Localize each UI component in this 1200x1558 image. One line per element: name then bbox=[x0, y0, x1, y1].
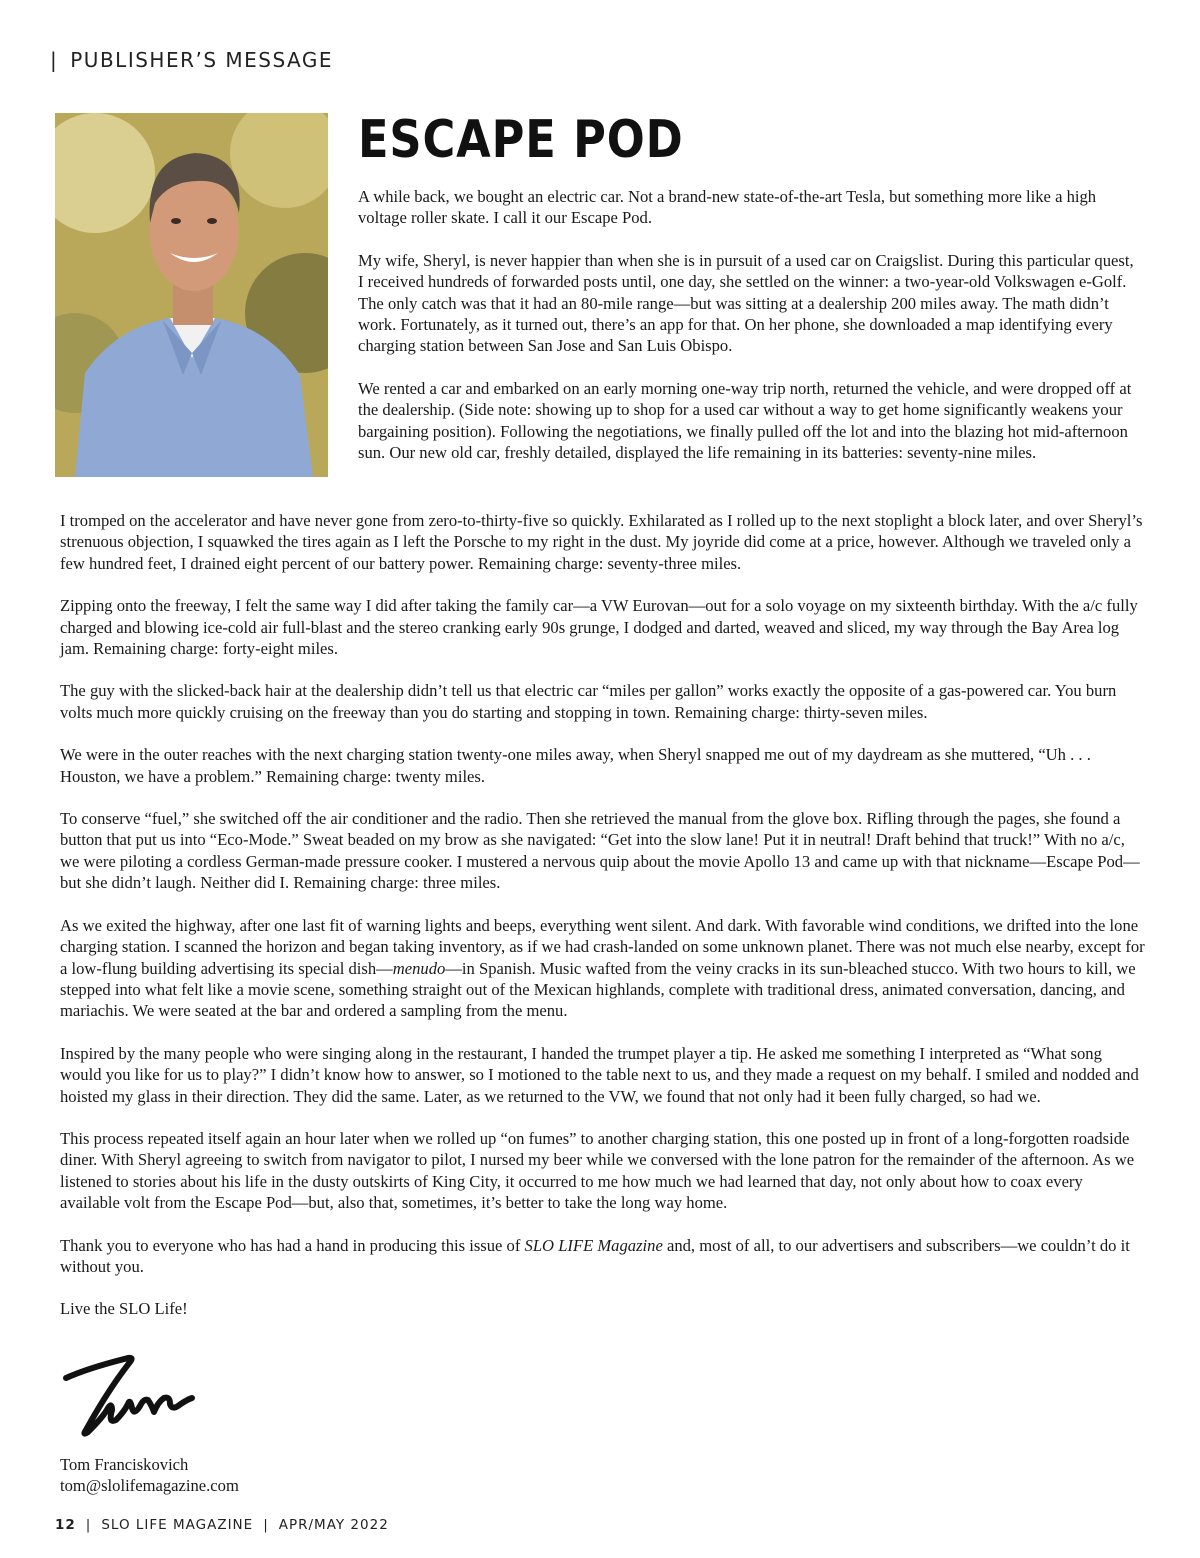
text-run: —in Spanish. Music wafted from the veiny cracks in its sun-bleached stucco. With two hours to kill, we stepped into what felt like a movie scene, something straight out of the Mexican highlands, complete with traditional dress, animated conversation, dancing, and mariachis. We were seated at the bar and ordered a sampling from the menu. bbox=[60, 958, 1136, 1021]
text-run: and, most of all, to our advertisers and subscribers—we couldn’t do it without you. bbox=[60, 1235, 1130, 1276]
italic-magazine-name: SLO LIFE Magazine bbox=[524, 1235, 663, 1255]
paragraph: Zipping onto the freeway, I felt the same way I did after taking the family car—a VW Eurovan—out for a solo voyage on my sixteenth birthday. With the a/c fully charged and blowing ice-cold air full-blast and the stereo cranking early 90s grunge, I dodged and darted, weaved and sliced, my way through the Bay Area log jam. Remaining charge: forty-eight miles. bbox=[60, 596, 1138, 659]
section-divider: | bbox=[50, 48, 59, 72]
paragraph bbox=[60, 1235, 1145, 1278]
paragraph: My wife, Sheryl, is never happier than when she is in pursuit of a used car on Craigslist. During this particular quest, I received hundreds of forwarded posts until, one day, she settled on the winner: a two-year-old Volkswagen e-Golf. The only catch was that it had an 80-mile range—but was sitting at a dealership 200 miles away. The math didn’t work. Fortunately, as it turned out, there’s an app for that. On her phone, she downloaded a map identifying every charging station between San Jose and San Luis Obispo. bbox=[358, 250, 1134, 356]
section-label bbox=[50, 48, 333, 72]
article-title: ESCAPE POD bbox=[358, 110, 684, 170]
paragraph bbox=[60, 915, 1145, 1022]
closing-line: Live the SLO Life! bbox=[60, 1299, 188, 1319]
text-run: As we exited the highway, after one last fit of warning lights and beeps, everything went silent. And dark. With favorable wind conditions, we drifted into the lone charging station. I scanned the horizon and began taking inventory, as if we had crash-landed on some unknown planet. There was not much else nearby, except for a low-flung building advertising its special dish— bbox=[60, 915, 1145, 978]
paragraph: This process repeated itself again an hour later when we rolled up “on fumes” to another charging station, this one posted up in front of a long-forgotten roadside diner. With Sheryl agreeing to switch from navigator to pilot, I nursed my beer while we conversed with the lone patron for the remainder of the afternoon. As we listened to stories about his life in the dusty outskirts of King City, it occurred to me how much we had learned that day, not only about how to coax every available volt from the Escape Pod—but, also that, sometimes, it’s better to take the long way home. bbox=[60, 1128, 1135, 1213]
text-run: Thank you to everyone who has had a hand in producing this issue of bbox=[60, 1235, 525, 1255]
footer-divider: | bbox=[85, 1517, 92, 1533]
paragraph: We were in the outer reaches with the next charging station twenty-one miles away, when Sheryl snapped me out of my daydream as she muttered, “Uh . . . Houston, we have a problem.” Remaining charge: twenty miles. bbox=[60, 745, 1091, 786]
intro-text bbox=[358, 186, 1143, 484]
magazine-name: SLO LIFE MAGAZINE bbox=[101, 1517, 254, 1533]
page-footer bbox=[55, 1517, 389, 1533]
paragraph: We rented a car and embarked on an early morning one-way trip north, returned the vehicle, and were dropped off at the dealership. (Side note: showing up to shop for a used car without a way to get home significantly weakens your bargaining position). Following the negotiations, we finally pulled off the lot and into the blazing hot mid-afternoon sun. Our new old car, freshly detailed, displayed the life remaining in its batteries: seventy-nine miles. bbox=[358, 378, 1132, 463]
footer-divider: | bbox=[263, 1517, 269, 1533]
paragraph: To conserve “fuel,” she switched off the air conditioner and the radio. Then she retrieved the manual from the glove box. Rifling through the pages, she found a button that put us into “Eco-Mode.” Sweat beaded on my brow as she navigated: “Get into the slow lane! Put it in neutral! Draft behind that truck!” With no a/c, we were piloting a cordless German-made pressure cooker. I mustered a nervous quip about the movie Apollo 13 and came up with that nickname—Escape Pod—but she didn’t laugh. Neither did I. Remaining charge: three miles. bbox=[60, 809, 1140, 893]
paragraph: A while back, we bought an electric car. Not a brand-new state-of-the-art Tesla, but something more like a high voltage roller skate. I call it our Escape Pod. bbox=[358, 187, 1097, 228]
page-number: 12 bbox=[55, 1517, 76, 1533]
issue-date: APR/MAY 2022 bbox=[278, 1517, 389, 1533]
paragraph: I tromped on the accelerator and have never gone from zero-to-thirty-five so quickly. Exhilarated as I rolled up to the next stoplight a block later, and over Sheryl’s strenuous objection, I squawked the tires again as I left the Porsche to my right in the dust. My joyride did come at a price, however. Although we traveled only a few hundred feet, I drained eight percent of our battery power. Remaining charge: seventy-three miles. bbox=[60, 511, 1143, 573]
author-photo bbox=[55, 113, 328, 477]
author-email: tom@slolifemagazine.com bbox=[60, 1476, 239, 1495]
paragraph: Inspired by the many people who were singing along in the restaurant, I handed the trumpet player a tip. He asked me something I interpreted as “What song would you like for us to play?” I didn’t know how to answer, so I motioned to the table next to us, and they made a request on my behalf. I smiled and nodded and hoisted my glass in their direction. They did the same. Later, as we returned to the VW, we found that not only had it been fully charged, so had we. bbox=[60, 1043, 1139, 1106]
article-body bbox=[60, 510, 1145, 1341]
paragraph: The guy with the slicked-back hair at the dealership didn’t tell us that electric car “miles per gallon” works exactly the opposite of a gas-powered car. You burn volts much more quickly cruising on the freeway than you do starting and stopping in town. Remaining charge: thirty-seven miles. bbox=[60, 681, 1117, 722]
italic-dish-name: menudo bbox=[392, 958, 446, 978]
handwritten-signature bbox=[58, 1350, 203, 1442]
author-name: Tom Franciskovich bbox=[60, 1455, 189, 1474]
section-title: PUBLISHER’S MESSAGE bbox=[70, 48, 334, 72]
